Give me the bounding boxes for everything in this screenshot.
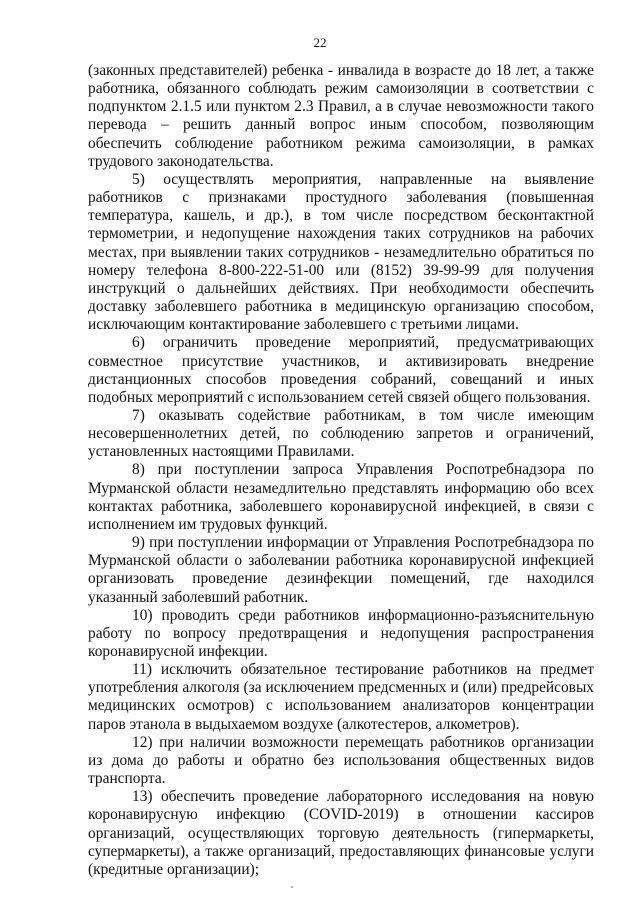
scan-speck: [291, 886, 293, 888]
paragraph-item-6: 6) ограничить проведение мероприятий, предусматривающих совместное присутствие участников, и активизировать внедрение дистанционных способов проведения собраний, совещаний и иных подобных мероприятий с использованием сетей связей общего пользования.: [88, 334, 594, 406]
paragraph-item-7: 7) оказывать содействие работникам, в том числе имеющим несовершеннолетних детей, по соблюдению запретов и ограничений, установленных настоящими Правилами.: [88, 406, 594, 461]
paragraph-continuation: (законных представителей) ребенка - инвалида в возрасте до 18 лет, а также работника, обязанного соблюдать режим самоизоляции в соответствии с подпунктом 2.1.5 или пунктом 2.3 Правил, а в случае невозможности такого перевода – решить данный вопрос иным способом, позволяющим обеспечить соблюдение работником режима самоизоляции, в рамках трудового законодательства.: [88, 62, 594, 170]
paragraph-item-10: 10) проводить среди работников информационно-разъяснительную работу по вопросу предотвращения и недопущения распространения коронавирусной инфекции.: [88, 606, 594, 660]
paragraph-item-12: 12) при наличии возможности перемещать работников организации из дома до работы и обратно без использования общественных видов транспорта.: [88, 733, 594, 788]
paragraph-item-11: 11) исключить обязательное тестирование работников на предмет употребления алкоголя (за исключением предсменных и (или) предрейсовых медицинских осмотров) с использованием анализаторов концентрации паров этанола в выдыхаемом воздухе (алкотестеров, алкометров).: [88, 661, 594, 733]
paragraph-item-8: 8) при поступлении запроса Управления Роспотребнадзора по Мурманской области незамедлительно представлять информацию обо всех контактах работника, заболевшего коронавирусной инфекцией, в связи с исполнением им трудовых функций.: [88, 461, 594, 533]
paragraph-item-9: 9) при поступлении информации от Управления Роспотребнадзора по Мурманской области о заболевании работника коронавирусной инфекцией организовать проведение дезинфекции помещений, где находился указанный заболевший работник.: [88, 534, 594, 606]
paragraph-item-13: 13) обеспечить проведение лабораторного исследования на новую коронавирусную инфекцию (COVID-2019) в отношении кассиров организаций, осуществляющих торговую деятельность (гипермаркеты, супермаркеты), а также организаций, предоставляющих финансовые услуги (кредитные организации);: [88, 788, 594, 878]
paragraph-item-5: 5) осуществлять мероприятия, направленные на выявление работников с признаками простудного заболевания (повышенная температура, кашель, и др.), в том числе посредством бесконтактной термометрии, и недопущение нахождения таких сотрудников на рабочих местах, при выявлении таких сотрудников - незамедлительно обратиться по номеру телефона 8-800-222-51-00 или (8152) 39-99-99 для получения инструкций о дальнейших действиях. При необходимости обеспечить доставку заболевшего работника в медицинскую организацию способом, исключающим контактирование заболевшего с третьими лицами.: [88, 170, 594, 334]
document-body: [88, 62, 594, 879]
page-number: 22: [313, 35, 327, 50]
